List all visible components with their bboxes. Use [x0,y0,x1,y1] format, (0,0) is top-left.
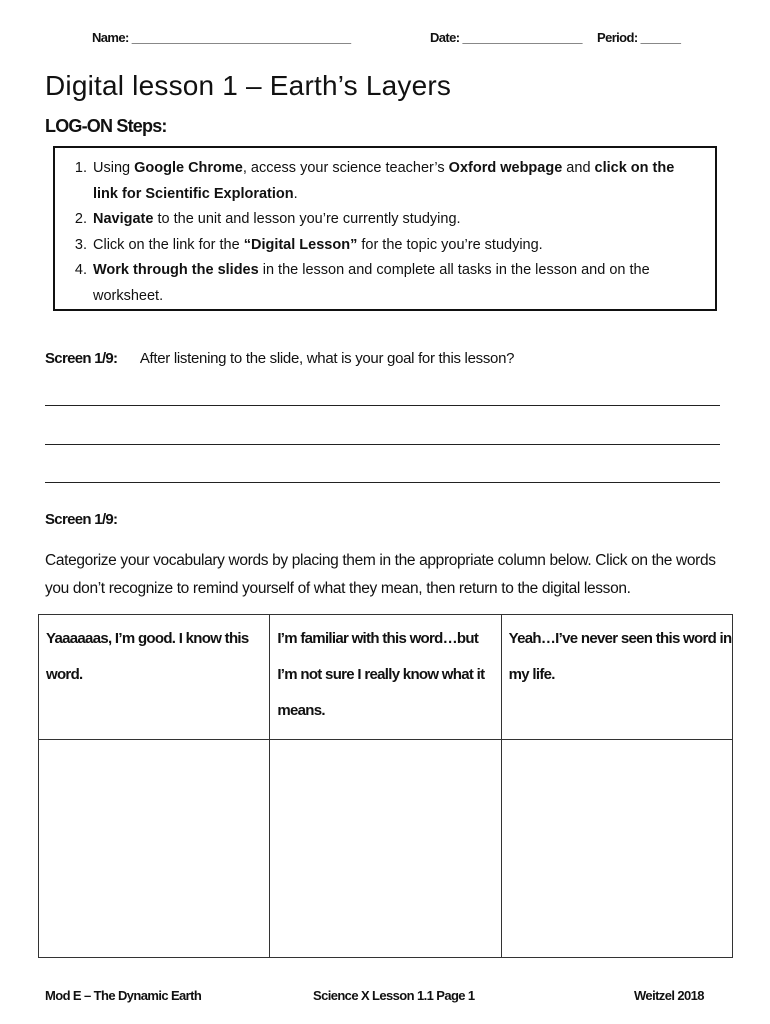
vocab-column-header [39,615,270,740]
vocab-column-header [270,615,501,740]
header [0,30,770,50]
footer-left: Mod E – The Dynamic Earth [45,988,202,1003]
logon-steps-list [55,148,715,309]
vocab-answer-row [39,740,733,958]
vocab-header-row [39,615,733,740]
step-text: Navigate [93,211,154,227]
logon-step [91,207,701,233]
logon-steps-box [53,146,717,311]
period-label-text: Period: [597,30,638,45]
step-text: to the unit and lesson you’re currently studying. [153,211,461,227]
step-text: Oxford webpage [448,160,563,176]
screen1-question-text: After listening to the slide, what is your goal for this lesson? [139,350,515,367]
step-text: Using [93,160,135,176]
step-text: “Digital Lesson” [243,236,358,253]
answer-line-2[interactable] [45,444,720,445]
period-field[interactable]: ______ [640,30,681,45]
vocab-cell-familiar[interactable] [270,740,501,958]
step-text: . [293,185,298,202]
screen2-label: Screen 1/9: [45,511,118,528]
name-label-text: Name: [92,30,129,45]
vocab-cell-never-seen[interactable] [501,740,732,958]
vocab-column-header [501,615,732,740]
step-text: click on the link for Scientific Exploration [93,160,675,202]
name-field[interactable]: _________________________________ [131,30,351,45]
date-label [430,30,582,45]
page-title: Digital lesson 1 – Earth’s Layers [45,70,452,101]
period-label [597,30,680,45]
logon-step [91,156,701,207]
footer-center: Science X Lesson 1.1 Page 1 [313,988,475,1003]
vocab-cell-known[interactable] [39,740,270,958]
logon-step [91,258,701,309]
footer-right: Weitzel 2018 [634,988,704,1003]
step-text: , access your science teacher’s [242,160,449,176]
column-header-familiar: I’m familiar with this word…but I’m not sure I really know what it means. [277,630,485,719]
screen1-question [45,350,514,368]
logon-heading: LOG-ON Steps: [45,116,167,136]
screen2-instructions: Categorize your vocabulary words by placing them in the appropriate column below. Click on the words you don’t recognize to remind yourself of what they mean, then return to the digital lesson. [45,552,716,597]
column-header-known: Yaaaaaas, I’m good. I know this word. [46,630,249,683]
answer-line-1[interactable] [45,405,720,406]
step-text: Work through the slides [93,262,259,278]
logon-step [91,233,701,259]
step-text: Click on the link for the [93,236,244,253]
step-text: Google Chrome [134,160,243,176]
column-header-never-seen: Yeah…I’ve never seen this word in my life. [508,630,732,683]
date-field[interactable]: __________________ [462,30,582,45]
date-label-text: Date: [430,30,460,45]
vocab-table [38,614,733,958]
name-label [92,30,351,45]
answer-line-3[interactable] [45,482,720,483]
step-text: for the topic you’re studying. [357,236,543,253]
step-text: in the lesson and complete all tasks in the lesson and on the worksheet. [93,262,650,304]
step-text: and [562,160,595,176]
screen1-label: Screen 1/9: [45,350,118,367]
